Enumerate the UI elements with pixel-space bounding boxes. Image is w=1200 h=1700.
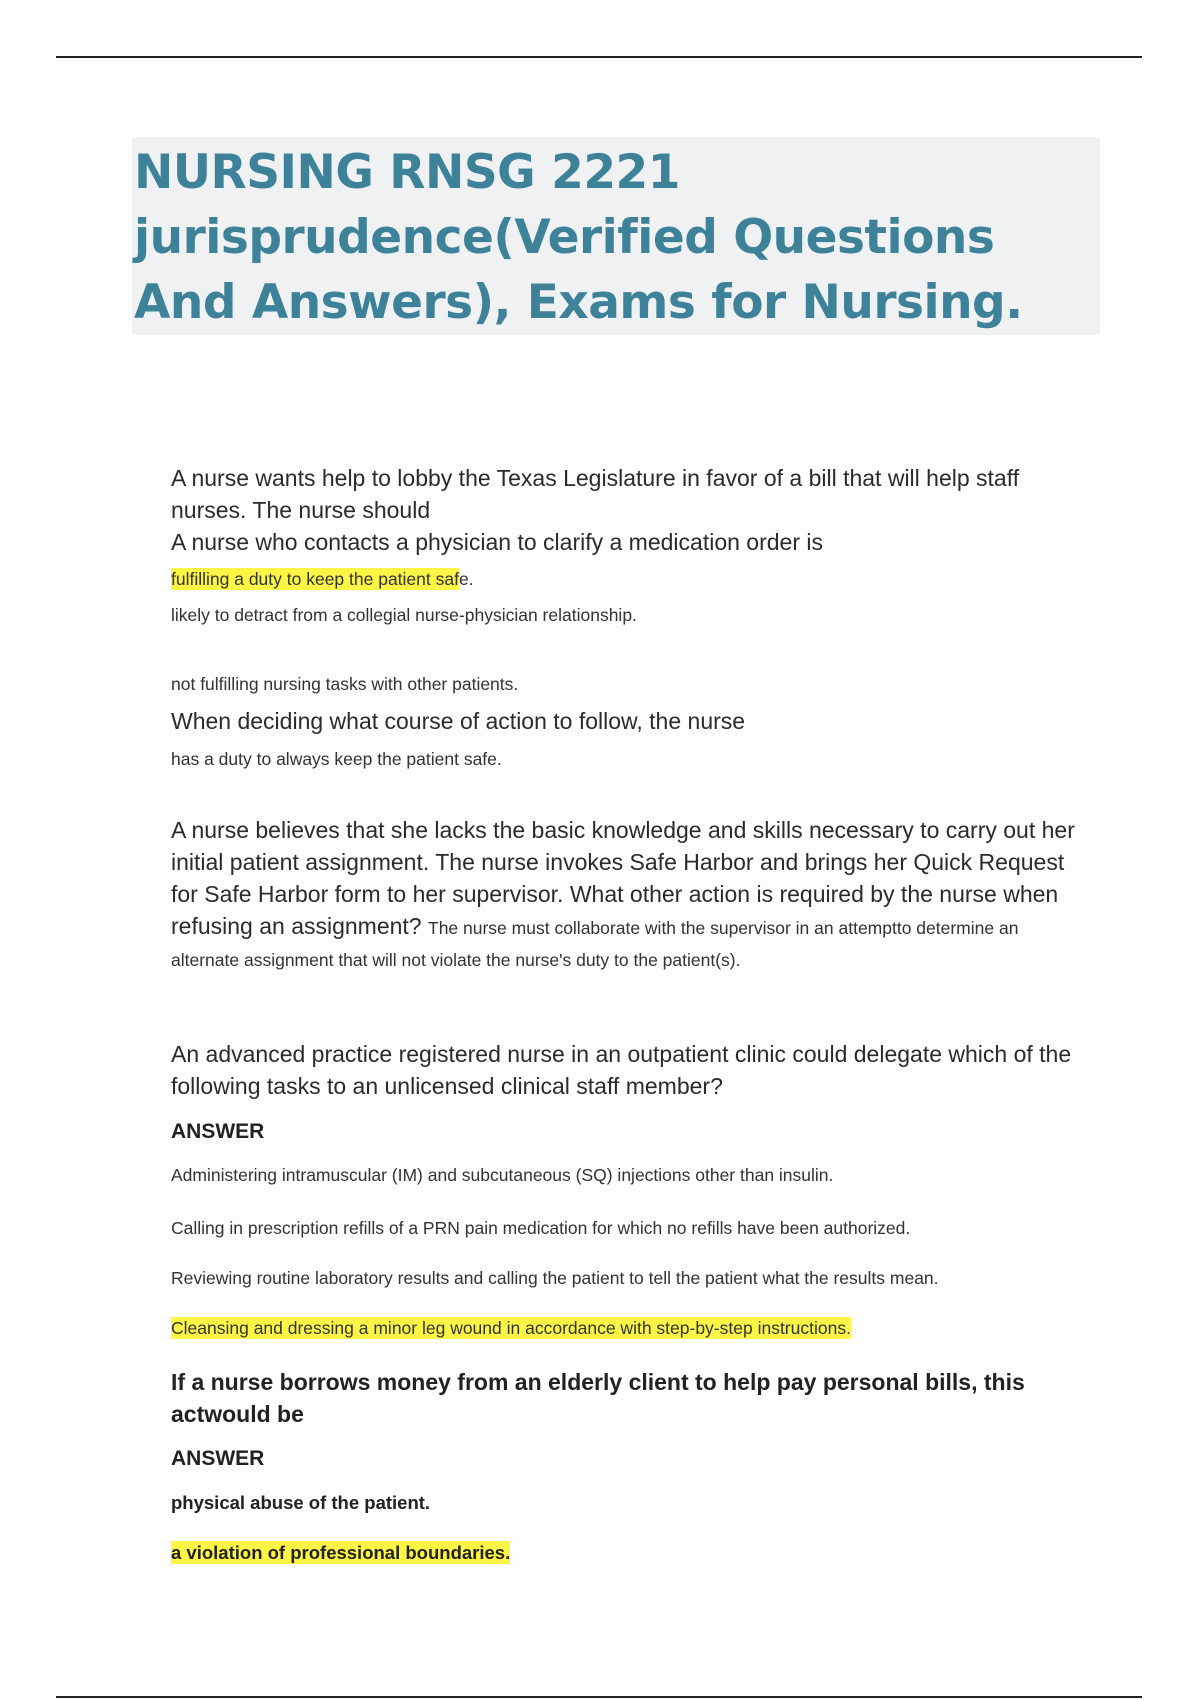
question-4-answer: The nurse must collaborate with the supervisor in an attemptto determine an alternate assignment that will not violate the nurse's duty to the patient(s). — [171, 918, 1019, 970]
question-5-answer-label: ANSWER — [171, 1120, 265, 1143]
highlighted-answer: Cleansing and dressing a minor leg wound in accordance with step-by-step instructions. — [171, 1318, 851, 1338]
question-2-option-2: likely to detract from a collegial nurse-physician relationship. — [171, 605, 637, 625]
top-rule — [56, 56, 1142, 58]
question-6-correct-answer — [171, 1542, 1091, 1564]
question-5-option-2: Calling in prescription refills of a PRN pain medication for which no refills have been authorized. — [171, 1218, 911, 1238]
highlighted-answer: fulfilling a duty to keep the patient saf — [171, 569, 459, 589]
question-5-option-1: Administering intramuscular (IM) and subcutaneous (SQ) injections other than insulin. — [171, 1165, 834, 1185]
question-2: A nurse who contacts a physician to clarify a medication order is — [171, 529, 823, 555]
question-6: If a nurse borrows money from an elderly client to help pay personal bills, this actwould be — [171, 1369, 1025, 1427]
question-3-answer: has a duty to always keep the patient safe. — [171, 749, 502, 769]
highlighted-answer: a violation of professional boundaries. — [171, 1542, 511, 1563]
question-2-option-1 — [171, 567, 1091, 591]
question-4-text: A nurse believes that she lacks the basic knowledge and skills necessary to carry out her initial patient assignment. The nurse invokes Safe Harbor and brings her Quick Request for Safe Harbor form to her supervisor. What other action is required by the nurse when refusing an assignment? — [171, 817, 1075, 939]
question-1: A nurse wants help to lobby the Texas Legislature in favor of a bill that will help staff nurses. The nurse should — [171, 465, 1020, 523]
question-3: When deciding what course of action to follow, the nurse — [171, 708, 746, 734]
answer-suffix: e. — [458, 569, 474, 589]
question-6-answer-label: ANSWER — [171, 1447, 265, 1470]
question-6-option-1: physical abuse of the patient. — [171, 1492, 431, 1513]
question-5-option-3: Reviewing routine laboratory results and calling the patient to tell the patient what the results mean. — [171, 1268, 939, 1288]
question-4 — [171, 814, 1091, 974]
question-5-correct-answer — [171, 1316, 1091, 1340]
document-title: NURSING RNSG 2221 jurisprudence(Verified Questions And Answers), Exams for Nursing. — [134, 145, 1023, 330]
question-5: An advanced practice registered nurse in an outpatient clinic could delegate which of the following tasks to an unlicensed clinical staff member? — [171, 1041, 1072, 1099]
bottom-rule — [56, 1696, 1142, 1698]
question-2-option-3: not fulfilling nursing tasks with other patients. — [171, 674, 519, 694]
